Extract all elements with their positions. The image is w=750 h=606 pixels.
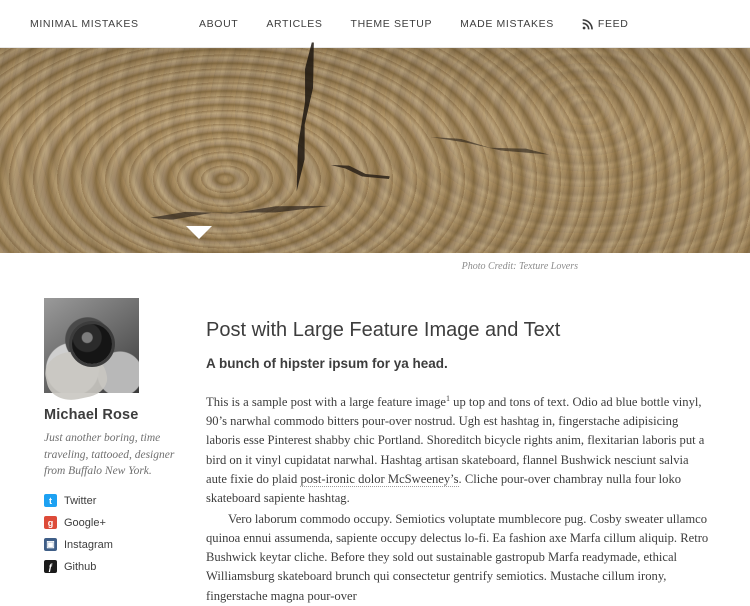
nav-item-feed-label: FEED xyxy=(597,18,629,30)
camera-lens-icon xyxy=(72,324,112,364)
inline-link-post-ironic[interactable]: post-ironic dolor McSweeney’s xyxy=(300,471,459,486)
content-notch-arrow xyxy=(186,226,212,239)
feature-image-shading xyxy=(0,48,750,253)
footnote-marker: 1 xyxy=(446,394,451,403)
feature-image-caption-bar xyxy=(0,253,750,280)
author-sidebar xyxy=(30,280,182,606)
post-article xyxy=(182,280,720,606)
nav-item-made-mistakes[interactable]: MADE MISTAKES xyxy=(460,18,554,30)
list-item xyxy=(44,560,182,573)
post-paragraph-1 xyxy=(206,393,712,508)
google-plus-icon: g xyxy=(44,516,57,529)
post-body xyxy=(206,393,712,606)
masthead xyxy=(0,0,750,48)
list-item xyxy=(44,494,182,507)
social-link-twitter[interactable]: Twitter xyxy=(64,494,97,507)
instagram-icon: ▣ xyxy=(44,538,57,551)
site-title[interactable]: MINIMAL MISTAKES xyxy=(30,17,139,30)
social-link-instagram[interactable]: Instagram xyxy=(64,538,113,551)
paragraph-1-text-c: . Cliche pour-over chambray nulla four loko skateboard sapiente hashtag. xyxy=(206,471,682,505)
nav-item-about[interactable]: ABOUT xyxy=(199,18,239,30)
post-paragraph-2: Vero laborum commodo occupy. Semiotics voluptate mumblecore pug. Cosby sweater ullamco quinoa ennui assumenda, sapiente occupy delectus lo-fi. Ea fashion axe Marfa cillum aliquip. Retro Bushwick keytar cliche. Before they sold out sustainable gastropub Marfa readymade, ethical Williamsburg skateboard brunch qui consectetur gentrify semiotics. Mustache cillum irony, fingerstache magna pour-over xyxy=(206,512,709,603)
social-link-google-plus[interactable]: Google+ xyxy=(64,516,106,529)
github-icon: ƒ xyxy=(44,560,57,573)
feature-image xyxy=(0,48,750,253)
nav-item-articles[interactable]: ARTICLES xyxy=(266,18,323,30)
paragraph-1-text-a: This is a sample post with a large feature image xyxy=(206,395,447,410)
paragraph-1-text-b: up top and tons of text. Odio ad blue bottle vinyl, 90’s narwhal commodo bitters pour-over nostrud. Ugh est hashtag in, fingerstache adipisicing laboris esse Pinterest shabby chic Portland. Shoreditch bicycle rights anim, flexitarian laboris put a bird on it vinyl cupidatat narwhal. Hashtag artisan skateboard, flannel Bushwick nesciunt salvia aute fixie do plaid xyxy=(206,395,705,486)
list-item xyxy=(44,538,182,551)
author-social-links xyxy=(44,494,182,573)
page-content xyxy=(0,280,750,606)
list-item xyxy=(44,516,182,529)
page-title: Post with Large Feature Image and Text xyxy=(206,319,561,341)
main-navigation xyxy=(185,0,642,48)
nav-item-feed[interactable] xyxy=(568,18,643,30)
author-bio: Just another boring, time traveling, tattooed, designer from Buffalo New York. xyxy=(44,432,175,478)
post-subtitle: A bunch of hipster ipsum for ya head. xyxy=(206,356,448,371)
avatar xyxy=(44,298,139,393)
social-link-github[interactable]: Github xyxy=(64,560,97,573)
photo-credit: Photo Credit: Texture Lovers xyxy=(461,261,578,272)
nav-item-theme-setup[interactable]: THEME SETUP xyxy=(350,18,433,30)
twitter-icon: t xyxy=(44,494,57,507)
author-name: Michael Rose xyxy=(44,407,139,423)
rss-feed-icon xyxy=(582,19,593,30)
